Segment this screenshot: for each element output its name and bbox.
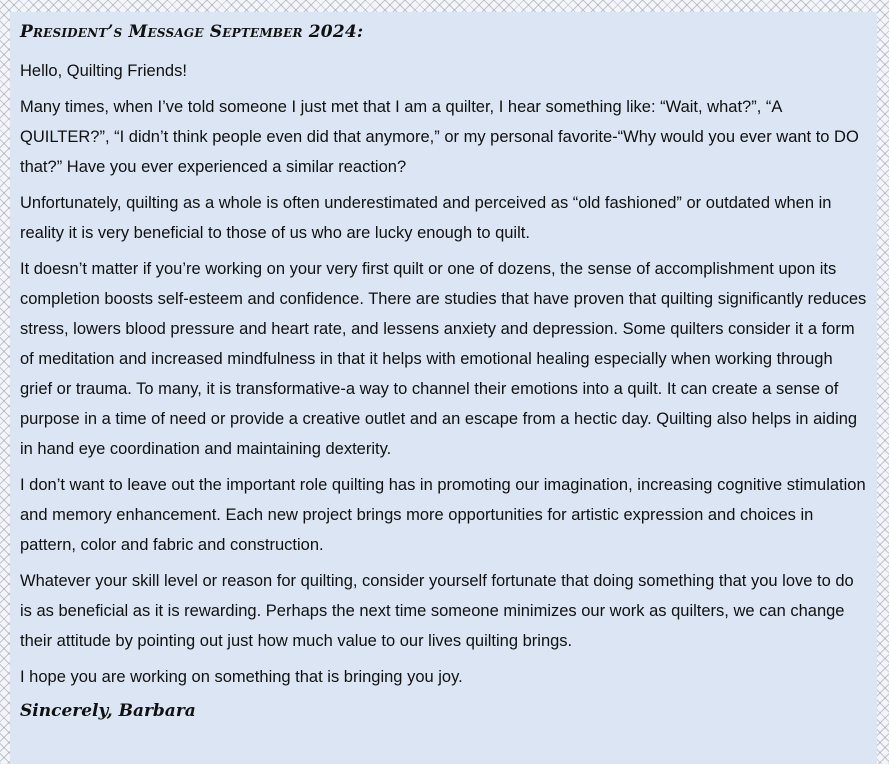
paragraph-2: Unfortunately, quilting as a whole is often underestimated and perceived as “old fashioned” or outdated when in reality it is very beneficial to those of us who are lucky enough to quilt. [20,194,832,242]
paragraph-5: Whatever your skill level or reason for quilting, consider yourself fortunate that doing something that you love to do is as beneficial as it is rewarding. Perhaps the next time someone minimizes our work as quilters, we can change their attitude by pointing out just how much value to our lives quilting brings. [20,572,854,650]
paragraph-3: It doesn’t matter if you’re working on your very first quilt or one of dozens, the sense of accomplishment upon its completion boosts self-esteem and confidence. There are studies that have proven that quilting significantly reduces stress, lowers blood pressure and heart rate, and lessens anxiety and depression. Some quilters consider it a form of meditation and increased mindfulness in that it helps with emotional healing especially when working through grief or trauma. To many, it is transformative-a way to channel their emotions into a quilt. It can create a sense of purpose in a time of need or provide a creative outlet and an escape from a hectic day. Quilting also helps in aiding in hand eye coordination and maintaining dexterity. [20,260,867,458]
message-heading: President’s Message September 2024: [20,22,364,42]
greeting: Hello, Quilting Friends! [20,62,187,80]
paragraph-1: Many times, when I’ve told someone I just met that I am a quilter, I hear something like: “Wait, what?”, “A QUILTER?”, “I didn’t think people even did that anymore,” or my personal favorite-“Why would you ever want to DO that?” Have you ever experienced a similar reaction? [20,98,859,176]
signature: Sincerely, Barbara [20,701,196,721]
paragraph-6: I hope you are working on something that is bringing you joy. [20,668,463,686]
paragraph-4: I don’t want to leave out the important role quilting has in promoting our imagination, increasing cognitive stimulation and memory enhancement. Each new project brings more opportunities for artistic expression and choices in pattern, color and fabric and construction. [20,476,866,554]
message-panel [10,12,877,764]
